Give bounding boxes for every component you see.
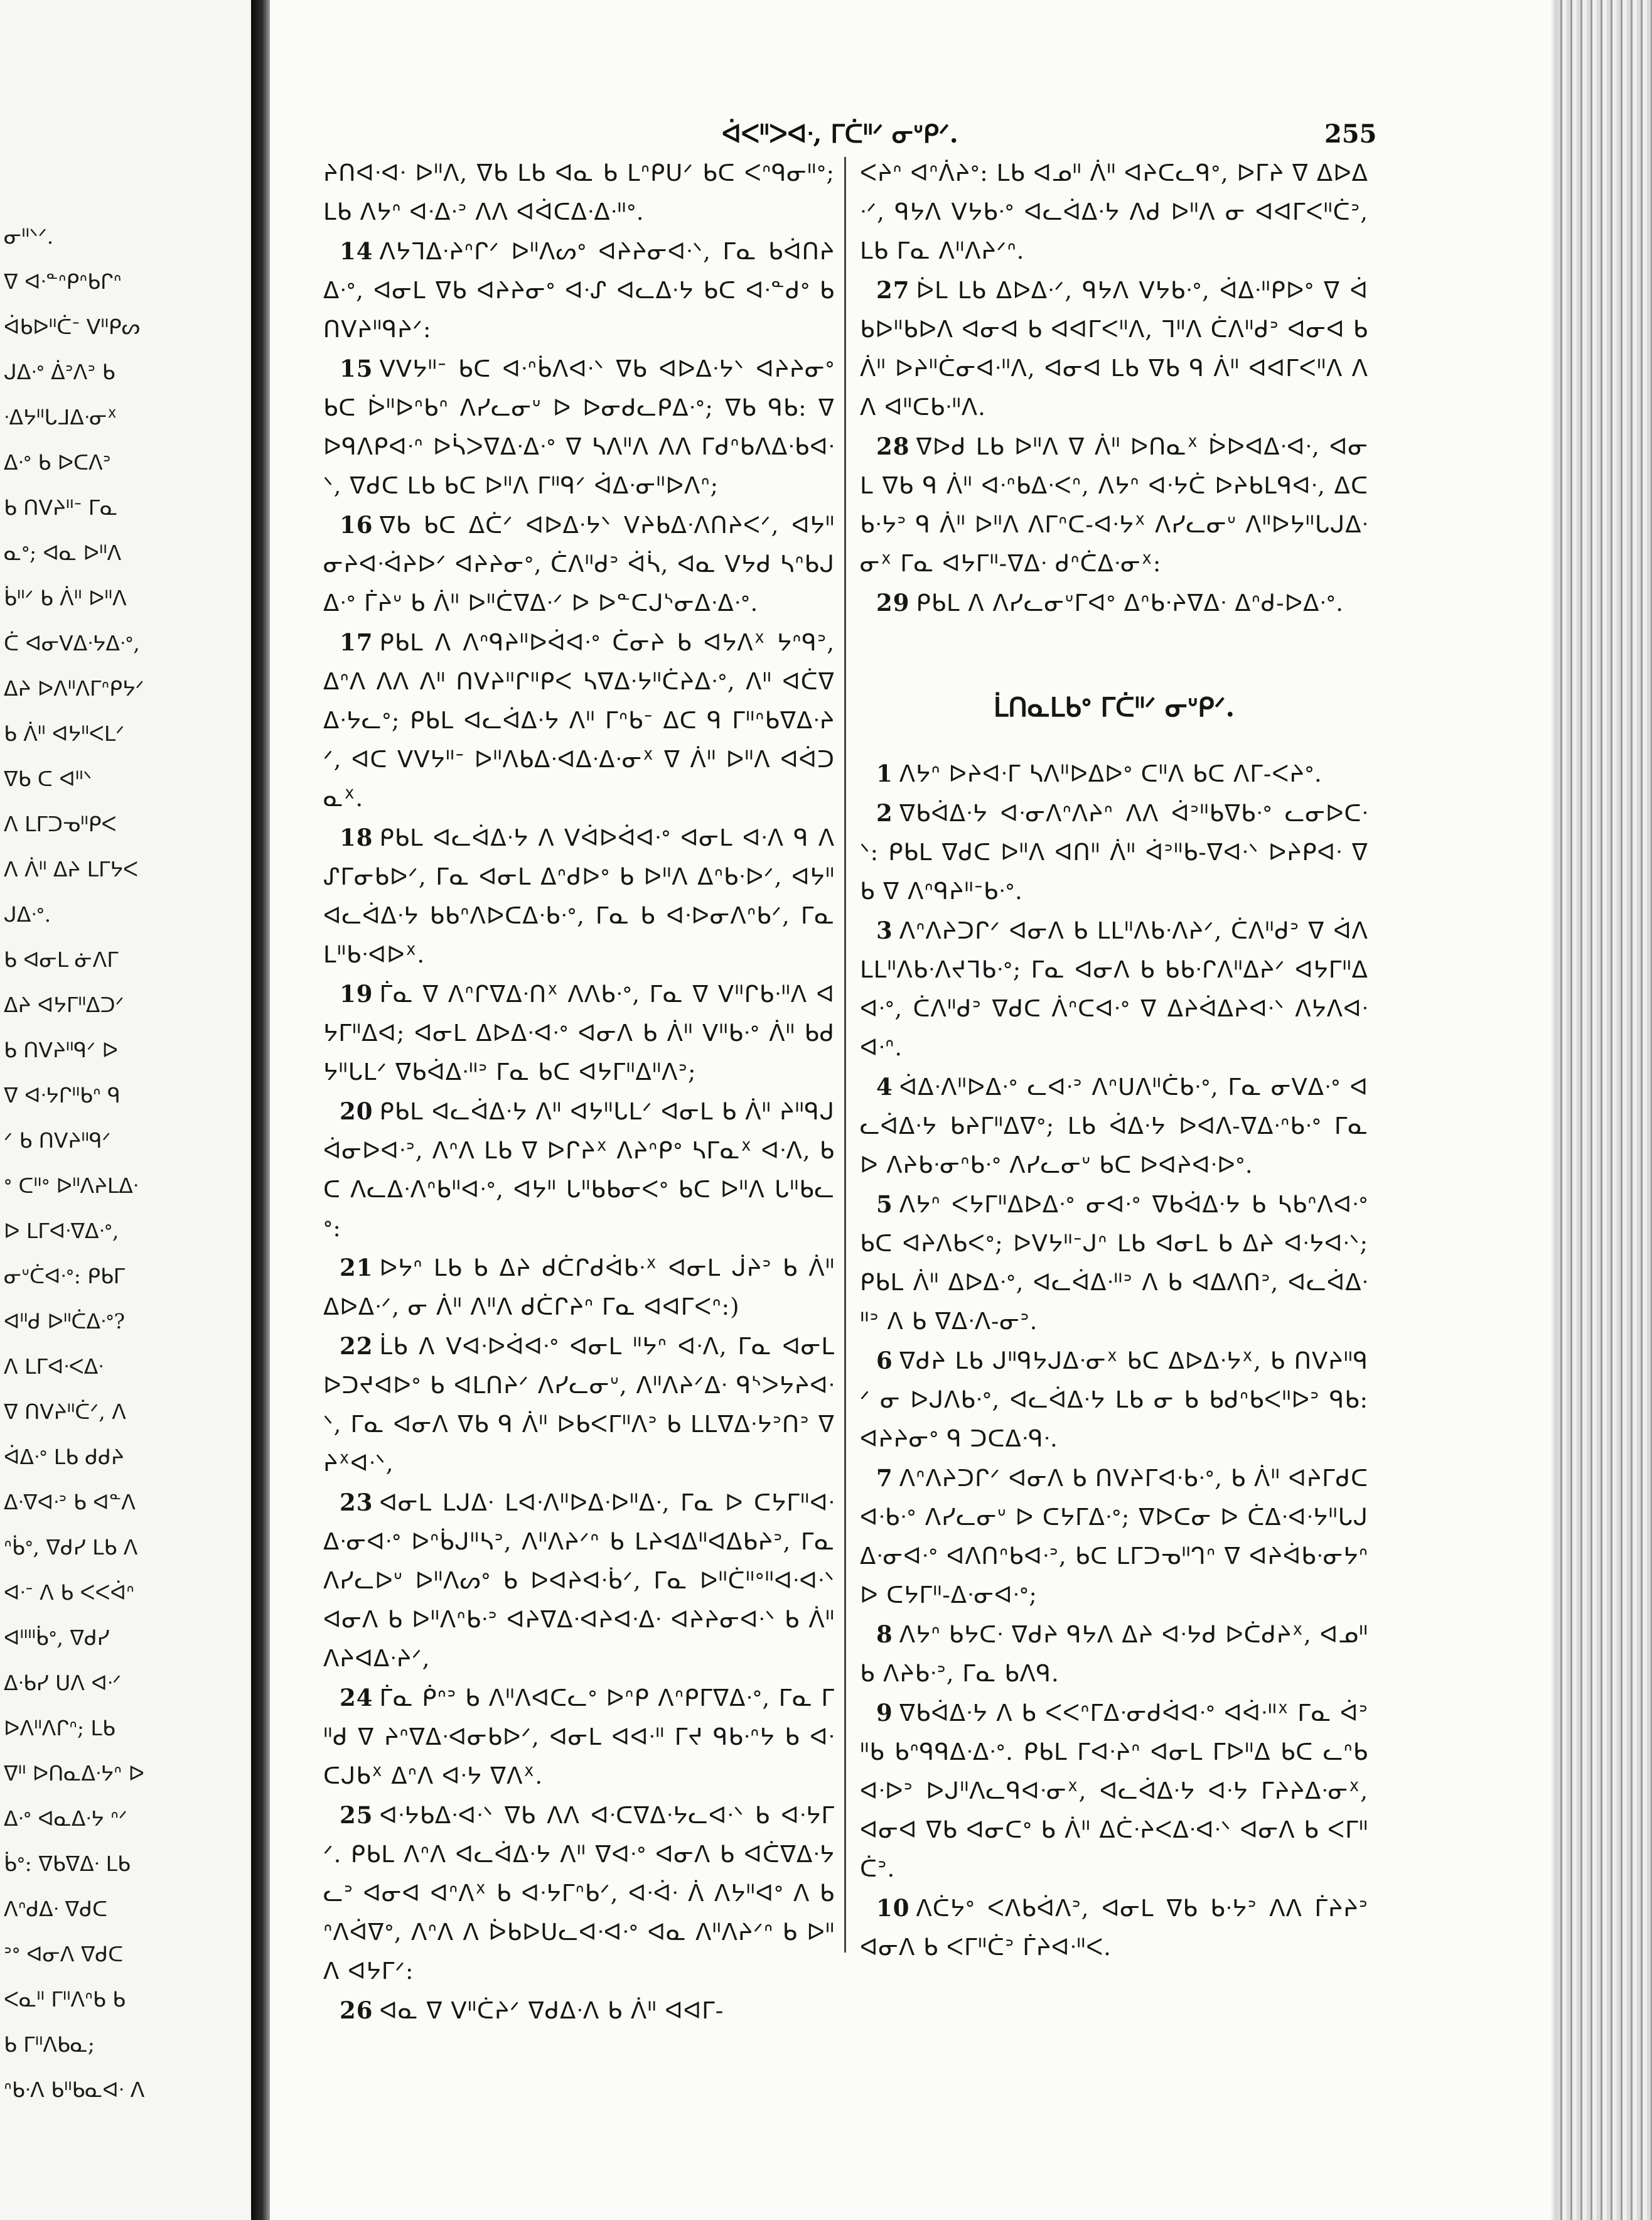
verse: [323, 623, 835, 818]
verse-text: ᐁᑯᔨ ᒪᑲ ᒍᐦᑫᔭᒍᐃᐧᓂᕽ ᑲᑕ ᐃᐅᐃᐧᔭᕽ, ᑲ ᑎᐯᔨᐦᑫᐟ ᓂ ᐅᒍᐱᑲᐧᐤ, ᐊᓚᐋᐃᐧᔭ ᒪᑲ ᓂ ᑲ ᑲᑯᐢᑲᐸᐦᐅᐣ ᑫᑲ: ᐊᔨᔨᓂᐤ ᑫ ᑐᑕᐃᐧᑫᐧ.: [860, 1347, 1368, 1452]
verse-text: ᐊᓇ ᐁ ᐯᐦᑖᔨᐟ ᐁᑯᐃᐧᐱ ᑲ ᐲᐦ ᐊᐊᒥ-: [379, 1997, 724, 2024]
verse-number: 24: [340, 1684, 373, 1711]
left-page-line: ᑖ ᐊᓂᐯᐃᐧᔭᐃᐧᐤ,: [4, 631, 140, 655]
verse: [860, 1185, 1368, 1341]
left-page-line: ᐃᔨ ᐊᔭᒥᐦᐃᑐᐟ: [4, 993, 124, 1017]
verse-number: 29: [876, 589, 910, 617]
verse: [323, 505, 835, 623]
verse-text: ᐱᔭᐢ ᐅᔨᐊᐧᒥ ᓴᐱᐦᐅᐃᐅᐤ ᑕᐦᐱ ᑲᑕ ᐱᒥ-ᐸᔨᐤ.: [899, 760, 1322, 787]
verse-number: 16: [340, 511, 373, 539]
verse: [860, 1341, 1368, 1458]
verse: [323, 1483, 835, 1678]
verse-text: ᑭᑲᒪ ᐱ ᐱᐢᑫᔨᐦᐅᐋᐊᐧᐤ ᑖᓂᔨ ᑲ ᐊᔭᐱᕽ ᔭᐢᑫᐣ, ᐃᐢᐱ ᐱᐱ ᐱᐦ ᑎᐯᔨᐦᒋᐦᑭᐸ ᓴᐁᐃᐧᔭᐦᑖᔨᐃᐧᐤ, ᐱᐦ ᐊᑖᐁᐃᐧᔭᓚᐤ; ᑭᑲᒪ ᐊᓚᐋᐃᐧᔭ ᐱᐦ ᒥᐢᑲᐨ ᐃᑕ ᑫ ᒥᐦᐢᑲᐁᐃᐧᔨᐟ, ᐊᑕ ᐯᐯᔭᐦᐨ ᐅᐦᐱᑲᐃᐧᐊᐃᐧᐃᐧᓂᕽ ᐁ ᐲᐦ ᐅᐦᐱ ᐊᐋᑐᓇᕽ.: [323, 629, 835, 812]
verse: [323, 1678, 835, 1796]
verse-number: 19: [340, 980, 373, 1008]
verse-number: 14: [340, 237, 373, 265]
left-page-line: ᐁᐦ ᐅᑎᓇᐃᐧᔭᐢ ᐅ: [4, 1761, 144, 1786]
verse: [323, 1327, 835, 1483]
verse-number: 23: [340, 1489, 373, 1516]
verse-text: ᐁᐅᑯ ᒪᑲ ᐅᐦᐱ ᐁ ᐲᐦ ᐅᑎᓇᕽ ᐆᐅᐊᐃᐧᐊᐧ, ᐊᓂᒪ ᐁᑲ ᑫ ᐲᐦ ᐊᐧᐢᑲᐃᐧᐸᐢ, ᐱᔭᐢ ᐊᐧᔭᑖ ᐅᔨᑲᒪᑫᐊᐧ, ᐃᑕ ᑲᐧᔭᐣ ᑫ ᐲᐦ ᐅᐦᐱ ᐱᒥᐢᑕ-ᐊᐧᔭᕽ ᐱᓯᓚᓂᐡ ᐱᐦᐅᔭᐦᒐᒍᐃᐧᓂᕽ ᒥᓇ ᐊᔭᒥᐦ-ᐁᐃᐧ ᑯᐢᑖᐃᐧᓂᕽ:: [860, 433, 1368, 577]
verse-text: ᒦᓇ ᐁ ᐱᐢᒋᐁᐃᐧᑎᕽ ᐱᐱᑲᐧᐤ, ᒥᓇ ᐁ ᐯᐦᒋᑲᐧᐦᐱ ᐊᔭᒥᐦᐃᐊ; ᐊᓂᒪ ᐃᐅᐃᐧᐊᐧᐤ ᐊᓂᐱ ᑲ ᐲᐦ ᐯᐦᑲᐧᐤ ᐲᐦ ᑲᑯᔭᐦᒐᒪᐟ ᐁᑲᐋᐃᐧᐦᐣ ᒥᓇ ᑲᑕ ᐊᔭᒥᐦᐃᐦᐱᐣ;: [323, 981, 835, 1086]
left-page-line: ᐣᐤ ᐊᓂᐱ ᐁᑯᑕ: [4, 1942, 124, 1966]
left-page-line: ᑲ ᑎᐯᔨᐦᑫᐟ ᐅ: [4, 1038, 118, 1062]
verse-number: 10: [876, 1894, 910, 1922]
verse-number: 3: [876, 917, 893, 944]
verse-text: ᐁᑲᐋᐃᐧᔭ ᐊᐧᓂᐱᐢᐱᔨᐢ ᐱᐱ ᐋᐣᐦᑲᐁᑲᐧᐤ ᓚᓂᐅᑕᐧᐠ: ᑭᑲᒪ ᐁᑯᑕ ᐅᐦᐱ ᐊᑎᐦ ᐲᐦ ᐋᐣᐦᑲ-ᐁᐊᐧᐠ ᐅᔨᑭᐊᐧ ᐁᑲ ᐁ ᐱᐢᑫᔨᐦᐨᑲᐧᐤ.: [860, 800, 1368, 905]
verse-number: 1: [876, 760, 893, 787]
left-page-line: ᐱ ᐲᐦ ᐃᔨ ᒪᒥᔭᐸ: [4, 857, 139, 881]
verse: [323, 1248, 835, 1327]
verse: [860, 1889, 1368, 1967]
left-page-line: ᑲ ᑎᐯᔨᐦᐨ ᒥᓇ: [4, 495, 118, 520]
verse-text: ᐁᑲᐋᐃᐧᔭ ᐱ ᑲ ᐸᐸᐢᒥᐃᐧᓂᑯᐋᐊᐧᐤ ᐊᐋᐧᐦᕽ ᒥᓇ ᐋᐣᐦᑲ ᑲᐢᑫᑫᐃᐧᐃᐧᐤ. ᑭᑲᒪ ᒥᐊᐧᔨᐢ ᐊᓂᒪ ᒥᐅᐦᐃ ᑲᑕ ᓚᐢᑲᐊᐧᐅᐣ ᐅᒍᐦᐱᓚᑫᐊᐧᓂᕽ, ᐊᓚᐋᐃᐧᔭ ᐊᐧᔭ ᒥᔨᔨᐃᐧᓂᕽ, ᐊᓂᐊ ᐁᑲ ᐊᓂᑕᐤ ᑲ ᐲᐦ ᐃᑖᐧᔨᐸᐃᐧᐊᐧᐠ ᐊᓂᐱ ᑲ ᐸᒥᐦᑖᐣ.: [860, 1700, 1368, 1882]
left-page-line: ᐟ ᑲ ᑎᐯᔨᐦᑫᐟ: [4, 1128, 111, 1153]
left-page-line: ᐸᓇᐦ ᒥᐦᐱᐢᑲ ᑲ: [4, 1987, 126, 2012]
verse-number: 9: [876, 1699, 893, 1727]
left-page-line: ᐤ ᑕᐦᐤ ᐅᐦᐱᔨᒪᐃᐧ: [4, 1173, 139, 1198]
text-column-left: [323, 154, 835, 2157]
left-page-line: ᑳᐦᐟ ᑲ ᐲᐦ ᐅᐦᐱ: [4, 586, 127, 610]
verse: [860, 427, 1368, 583]
verse-text: ᐱᑖᔭᐤ ᐸᐱᑲᐋᐱᐣ, ᐊᓂᒪ ᐁᑲ ᑲᐧᔭᐣ ᐱᐱ ᒦᔨᔨᐣ ᐊᓂᐱ ᑲ ᐸᒥᐦᑖᐣ ᒦᔨᐊᐧᐦᐸ.: [860, 1895, 1368, 1961]
left-page-line: ᐢᑲᐧᐱ ᑲᐦᑲᓇᐊᐧ ᐱ: [4, 2077, 145, 2102]
verse-number: 27: [876, 276, 910, 304]
verse: [323, 349, 835, 505]
verse-number: 26: [340, 1996, 373, 2024]
verse-text: ᑭᑲᒪ ᐊᓚᐋᐃᐧᔭ ᐱ ᐯᐋᐅᐋᐊᐧᐤ ᐊᓂᒪ ᐊᐧᐱ ᑫ ᐱᔑᒥᓂᑲᐅᐟ, ᒥᓇ ᐊᓂᒪ ᐃᐢᑯᐅᐤ ᑲ ᐅᐦᐱ ᐃᐢᑲᐧᐅᐟ, ᐊᔭᐦ ᐊᓚᐋᐃᐧᔭ ᑲᑲᐢᐱᐅᑕᐃᐧᑲᐧᐤ, ᒥᓇ ᑲ ᐊᐧᐅᓂᐱᐢᑲᐟ, ᒥᓇ ᒪᐦᑲᐧᐊᐅᕽ.: [323, 824, 835, 968]
verse: [323, 818, 835, 974]
verse-text: ᐊᐧᔭᑲᐃᐧᐊᐧᐠ ᐁᑲ ᐱᐱ ᐊᐧᑕᐁᐃᐧᔭᓚᐊᐧᐠ ᑲ ᐊᐧᔭᒥᐟ. ᑭᑲᒪ ᐱᐢᐱ ᐊᓚᐋᐃᐧᔭ ᐱᐦ ᐁᐊᐧᐤ ᐊᓂᐱ ᑲ ᐊᑖᐁᐃᐧᔭᓚᐣ ᐊᓂᐊ ᐊᐢᐱᕽ ᑲ ᐊᐧᔭᒥᐢᑲᐟ, ᐊᐧᐋᐧ ᐲ ᐱᔭᐦᐊᐤ ᐱ ᑲ ᐢᐱᐋᐁᐤ, ᐱᐢᐱ ᐱ ᐆᑲᐅᑌᓚᐊᐧᐊᐧᐤ ᐊᓇ ᐱᐦᐱᔨᐟᐢ ᑲ ᐅᐦᐱ ᐊᔭᒥᐟ:: [323, 1802, 835, 1985]
verse-number: 17: [340, 628, 373, 656]
left-page-line: ᐱ ᒪᒥᑐᓀᐦᑭᐸ: [4, 812, 117, 836]
verse-text: ᐱᔭᒣᐃᐧᔨᐢᒋᐟ ᐅᐦᐱᔕᐤ ᐊᔨᔨᓂᐊᐧᐠ, ᒥᓇ ᑲᐋᑎᔨᐃᐧᐤ, ᐊᓂᒪ ᐁᑲ ᐊᔨᔨᓂᐤ ᐊᐧᔑ ᐊᓚᐃᐧᔭ ᑲᑕ ᐊᐧᓐᑯᐤ ᑲ ᑎᐯᔨᐦᑫᔨᐟ:: [323, 238, 835, 343]
running-title: ᐋᐸᐦᐳᐊᐧ, ᒥᑖᐦᐟ ᓂᐡᑭᐟ.: [722, 119, 958, 149]
verse-text: ᒦᓇ ᑮᐢᐣ ᑲ ᐱᐦᐱᐊᑕᓚᐤ ᐅᐢᑭ ᐱᐢᑭᒥᐁᐃᐧᐤ, ᒥᓇ ᒥᐦᑯ ᐁ ᔨᐢᐁᐃᐧᐊᓂᑲᐅᐟ, ᐊᓂᒪ ᐊᐊᐧᐦ ᒥᔪ ᑫᑲᐧᐢᔭ ᑲ ᐊᐧᑕᒍᑲᕽ ᐃᐢᐱ ᐊᐧᔭ ᐁᐱᕽ.: [323, 1684, 835, 1789]
left-page-line: ᐃᐧᐤ ᑲ ᐅᑕᐱᐣ: [4, 450, 111, 475]
left-page-line: ᒍᐃᐧᐤ.: [4, 902, 51, 927]
verse-text: ᐋᐃᐧᐱᐦᐅᐃᐧᐤ ᓚᐊᐧᐣ ᐱᐢᑌᐱᐦᑖᑲᐧᐤ, ᒥᓇ ᓂᐯᐃᐧᐤ ᐊᓚᐋᐃᐧᔭ ᑲᔨᒥᐦᐃᐁᐤ; ᒪᑲ ᐋᐃᐧᔭ ᐅᐊᐱ-ᐁᐃᐧᐢᑲᐧᐤ ᒥᓇ ᐅ ᐱᔨᑲᐧᓂᐢᑲᐧᐤ ᐱᓯᓚᓂᐡ ᑲᑕ ᐅᐊᔨᐊᐧᐅᐤ.: [860, 1074, 1368, 1178]
verse: [323, 974, 835, 1092]
verse-text: ᑭᑲᒪ ᐱ ᐱᓯᓚᓂᐡᒥᐊᐤ ᐃᐢᑲᐧᔨᐁᐃᐧ ᐃᐢᑯ-ᐅᐃᐧᐤ.: [916, 590, 1344, 617]
left-page-line: ᐃᔨ ᐅᐱᐦᐱᒥᐢᑭᔭᐟ: [4, 676, 144, 701]
verse-text: ᐅᔭᐢ ᒪᑲ ᑲ ᐃᔨ ᑯᑖᒋᑯᐋᑲᐧᕽ ᐊᓂᒪ ᒎᔨᐣ ᑲ ᐲᐦ ᐃᐅᐃᐧᐟ, ᓂ ᐲᐦ ᐱᐦᐱ ᑯᑖᒋᔨᐢ ᒥᓇ ᐊᐊᒥᐸᐢ:): [323, 1254, 835, 1320]
verse-number: 28: [876, 433, 910, 460]
verse: [860, 154, 1368, 271]
left-page-line: ᐃᐧᐤ ᐊᓇᐃᐧᔭ ᐢᐟ: [4, 1806, 127, 1831]
verse-text: ᐆᒪ ᒪᑲ ᐃᐅᐃᐧᐟ, ᑫᔭᐱ ᐯᔭᑲᐧᐤ, ᐋᐃᐧᐦᑭᐅᐤ ᐁ ᐋᑲᐅᐦᑲᐅᐱ ᐊᓂᐊ ᑲ ᐊᐊᒥᐸᐦᐱ, ᒣᐦᐱ ᑖᐱᐦᑯᐣ ᐊᓂᐊ ᑲ ᐲᐦ ᐅᔨᐦᑖᓂᐊᐧᐦᐱ, ᐊᓂᐊ ᒪᑲ ᐁᑲ ᑫ ᐲᐦ ᐊᐊᒥᐸᐦᐱ ᐱᐱ ᐊᐦᑕᑲᐧᐦᐱ.: [860, 277, 1368, 421]
left-page-line: ᐃᐧᑲᓯ ᑌᐱ ᐊᐧᐟ: [4, 1671, 122, 1695]
left-page-line: ᐧᐃᔭᐦᒐᒧᐃᐧᓂᕽ: [4, 405, 117, 429]
verse: [860, 1693, 1368, 1889]
verse-text: ᐊᓂᒪ ᒪᒍᐃᐧ ᒪᐊᐧᐱᐦᐅᐃᐧᐅᐦᐃᐧ, ᒥᓇ ᐅ ᑕᔭᒥᐦᐊᐧᐃᐧᓂᐊᐧᐤ ᐅᐢᑳᒍᐦᓴᐣ, ᐱᐦᐱᔨᐟᐢ ᑲ ᒪᔨᐊᐃᐦᐊᐃᑲᔨᐣ, ᒥᓇ ᐱᓯᓚᐅᐡ ᐅᐦᐱᔕᐤ ᑲ ᐅᐊᔨᐊᐧᑳᐟ, ᒥᓇ ᐅᐦᑖᐦᐤᐦᐊᐧᐊᐧᐠ ᐊᓂᐱ ᑲ ᐅᐦᐱᐢᑲᐧᐣ ᐊᔨᐁᐃᐧᐊᔨᐊᐧᐃᐧ ᐊᔨᔨᓂᐊᐧᐠ ᑲ ᐲᐦ ᐱᔨᐊᐃᐧᔨᐟ,: [323, 1489, 835, 1672]
verse: [860, 1067, 1368, 1185]
left-page-line: ᐢᑳᐤ, ᐁᑯᓯ ᒪᑲ ᐱ: [4, 1535, 138, 1560]
verse-number: 21: [340, 1254, 373, 1281]
verse: [323, 1796, 835, 1991]
left-page-line: ᓇᐤ; ᐊᓇ ᐅᐦᐱ: [4, 541, 122, 565]
verse-number: 5: [876, 1190, 893, 1218]
verse: [860, 1615, 1368, 1693]
verse-text: ᐸᔨᐢ ᐊᐢᐲᔨᐤ: ᒪᑲ ᐊᓄᐦ ᐲᐦ ᐊᔨᑕᓚᑫᐤ, ᐅᒥᔨ ᐁ ᐃᐅᐃᐧᐟ, ᑫᔭᐱ ᐯᔭᑲᐧᐤ ᐊᓚᐋᐃᐧᔭ ᐱᑯ ᐅᐦᐱ ᓂ ᐊᐊᒥᐸᐦᑖᐣ, ᒪᑲ ᒥᓇ ᐱᐦᐱᔨᐟᐢ.: [860, 159, 1368, 264]
left-page-line: ᑲ ᐲᐦ ᐊᔭᐦᐸᒪᐟ: [4, 721, 125, 746]
verse: [860, 754, 1368, 794]
verse-number: 2: [876, 799, 893, 827]
left-page-line: ᑲ ᐊᓂᒪ ᓃᐱᒥ: [4, 947, 119, 972]
verse-number: 4: [876, 1073, 893, 1101]
verse: [860, 911, 1368, 1067]
text-column-right: [860, 154, 1368, 2157]
verse: [860, 794, 1368, 911]
verse: [860, 583, 1368, 623]
verse: [860, 271, 1368, 427]
left-page-line: ᐁᑲ ᑕ ᐊᐦᐠ: [4, 767, 92, 791]
left-page-line: ᓂᐡᑖᐊᐧᐤ: ᑭᑲᒥ: [4, 1264, 126, 1288]
left-page-line: ᐋᐃᐧᐤ ᒪᑲ ᑯᑯᔨ: [4, 1445, 124, 1469]
left-page-line: ᒍᐃᐧᐤ ᐄᐣᐱᐣ ᑲ: [4, 360, 115, 384]
left-page-line: ᑲ ᒥᐦᐱᑲᓇ;: [4, 2032, 95, 2057]
verse-text: ᐱᐢᐱᔨᑐᒋᐟ ᐊᓂᐱ ᑲ ᒪᒪᐦᐱᑲᐧᐱᔨᐟ, ᑖᐱᐦᑯᐣ ᐁ ᐋᐱ ᒪᒪᐦᐱᑲᐧᐱᔪᒣᑲᐧᐤ; ᒥᓇ ᐊᓂᐱ ᑲ ᑲᑲᐧᒋᐱᐦᐃᔨᐟ ᐊᔭᒥᐦᐃᐊᐧᐤ, ᑖᐱᐦᑯᐣ ᐁᑯᑕ ᐲᐢᑕᐊᐧᐤ ᐁ ᐃᔨᐋᐃᔨᐊᐧᐠ ᐱᔭᐱᐊᐧᐊᐧᐢ.: [860, 917, 1368, 1061]
left-page-line: ᐅ ᒪᒥᐊᐧᐁᐃᐧᐤ,: [4, 1219, 119, 1243]
left-page-line: ᐁ ᐊᐧᓐᐢᑭᐢᑲᒋᐢ: [4, 269, 122, 294]
left-page-line: ᐅᐱᐦᐱᒋᐢ; ᒪᑲ: [4, 1716, 115, 1740]
verse-number: 20: [340, 1097, 373, 1125]
verse-text: ᐱᔭᐢ ᐸᔭᒥᐦᐃᐅᐃᐧᐤ ᓂᐊᐧᐤ ᐁᑲᐋᐃᐧᔭ ᑲ ᓴᑲᐢᐱᐊᐧᐤ ᑲᑕ ᐊᔨᐱᑲᐸᐤ; ᐅᐯᔭᐦᐨᒍᐢ ᒪᑲ ᐊᓂᒪ ᑲ ᐃᔨ ᐊᐧᔭᐊᐧᐠ; ᑭᑲᒪ ᐲᐦ ᐃᐅᐃᐧᐤ, ᐊᓚᐋᐃᐧᐦᐣ ᐱ ᑲ ᐊᐃᐱᑎᐣ, ᐊᓚᐋᐃᐧᐦᐣ ᐱ ᑲ ᐁᐃᐧᐱ-ᓂᐣ.: [860, 1191, 1368, 1335]
verse: [323, 1991, 835, 2030]
left-page-line: ᑳᐤ: ᐁᑲᐁᐃᐧ ᒪᑲ: [4, 1851, 131, 1876]
verse-text: ᑭᑲᒪ ᐊᓚᐋᐃᐧᔭ ᐱᐦ ᐊᔭᐦᒐᒪᐟ ᐊᓂᒪ ᑲ ᐲᐦ ᔨᐦᑫᒍᐋᓂᐅᐊᐧᐣ, ᐱᐢᐱ ᒪᑲ ᐁ ᐅᒋᔨᕽ ᐱᔨᐢᑭᐤ ᓴᒥᓇᕽ ᐊᐧᐱ, ᑲᑕ ᐱᓚᐃᐧᐱᐢᑲᐦᐊᐧᐤ, ᐊᔭᐦ ᒐᐦᑲᑲᓂᐸᐤ ᑲᑕ ᐅᐦᐱ ᒐᐦᑲᓚᐤ:: [323, 1098, 835, 1242]
book-gutter: [251, 0, 270, 2220]
book-fore-edge: [1557, 0, 1652, 2220]
column-divider: [844, 157, 846, 1953]
left-page-line: ᐁ ᑎᐯᔨᐦᑖᐟ, ᐱ: [4, 1399, 126, 1424]
verse-number: 22: [340, 1332, 373, 1360]
verse-number: 15: [340, 355, 373, 382]
left-page-edge: [0, 0, 251, 2220]
verse: [323, 154, 835, 232]
verse: [860, 1458, 1368, 1615]
verse-text: ᒫᑲ ᐱ ᐯᐊᐧᐅᐋᐊᐧᐤ ᐊᓂᒪ ᐦᔭᐢ ᐊᐧᐱ, ᒥᓇ ᐊᓂᒪ ᐅᑐᔪᐊᐅᐤ ᑲ ᐊᒪᑎᔨᐟ ᐱᓯᓚᓂᐡ, ᐱᐦᐱᔨᐟᐃᐧ ᑫᔅᐳᔭᔨᐊᐧᐠ, ᒥᓇ ᐊᓂᐱ ᐁᑲ ᑫ ᐲᐦ ᐅᑲᐸᒥᐦᐱᐣ ᑲ ᒪᒪᐁᐃᐧᔭᐣᑎᐣ ᐁᔨᕽᐊᐧᐠ,: [323, 1333, 835, 1477]
left-page-line: ᓂᐦᐠᐟ.: [4, 224, 54, 249]
verse: [323, 232, 835, 349]
left-page-line: ᐃᐧᐁᐊᐧᐣ ᑲ ᐊᓐᐱ: [4, 1490, 136, 1514]
left-page-line: ᐊᐦᐦᑳᐤ, ᐁᑯᓯ: [4, 1625, 110, 1650]
verse-number: 6: [876, 1347, 893, 1374]
left-page-line: ᐱ ᒪᒥᐊᐧᐸᐃᐧ: [4, 1354, 104, 1379]
left-page-line: ᐊᐦᑯ ᐅᐦᑖᐃᐧᐤ?: [4, 1309, 126, 1334]
section-heading: ᒫᑎᓇᒪᑲᐤ ᒥᑖᐦᐟ ᓂᐡᑭᐟ.: [993, 692, 1235, 723]
page-number: 255: [1324, 119, 1377, 149]
verse-number: 7: [876, 1464, 893, 1492]
verse-text: ᐯᐯᔭᐦᐨ ᑲᑕ ᐊᐧᐢᑳᐱᐊᐧᐠ ᐁᑲ ᐊᐅᐃᐧᔭᐠ ᐊᔨᔨᓂᐤ ᑲᑕ ᐆᐦᐅᐢᑲᐢ ᐱᓯᓚᓂᐡ ᐅ ᐅᓂᑯᓚᑭᐃᐧᐤ; ᐁᑲ ᑫᑲ: ᐁ ᐅᑫᐱᑭᐊᐧᐢ ᐅᓵᐳᐁᐃᐧᐃᐧᐤ ᐁ ᓴᐱᐦᐱ ᐱᐱ ᒥᑯᐢᑲᐱᐃᐧᑲᐊᐧᐠ, ᐁᑯᑕ ᒪᑲ ᑲᑕ ᐅᐦᐱ ᒥᐦᑫᐟ ᐋᐃᐧᓂᐦᐅᐱᐢ;: [323, 355, 835, 499]
left-page-line: ᐁ ᐊᐧᔭᒋᐦᑲᐢ ᑫ: [4, 1083, 121, 1107]
verse-text: ᐁᑲ ᑲᑕ ᐃᑖᐟ ᐊᐅᐃᐧᔭᐠ ᐯᔨᑲᐃᐧᐱᑎᔨᐸᐟ, ᐊᔭᐦ ᓂᔨᐊᐧᐋᔨᐅᐟ ᐊᔨᔨᓂᐤ, ᑖᐱᐦᑯᐣ ᐋᓵ, ᐊᓇ ᐯᔭᑯ ᓴᐢᑲᒍᐃᐧᐤ ᒦᔨᐡ ᑲ ᐲᐦ ᐅᐦᑖᐁᐃᐧᐟ ᐅ ᐅᓐᑕᒍᔅᓂᐃᐧᐃᐧᐤ.: [323, 512, 835, 617]
verse-number: 18: [340, 824, 373, 851]
left-page-line: ᐋᑲᐅᐦᑖᐨ ᐯᐦᑭᔕ: [4, 315, 141, 339]
left-page-line: ᐱᐢᑯᐃᐧ ᐁᑯᑕ: [4, 1897, 108, 1921]
verse-text: ᐱᐢᐱᔨᑐᒋᐟ ᐊᓂᐱ ᑲ ᑎᐯᔨᒥᐊᐧᑲᐧᐤ, ᑲ ᐲᐦ ᐊᔨᒥᑯᑕᐊᐧᑲᐧᐤ ᐱᓯᓚᓂᐡ ᐅ ᑕᔭᒥᐃᐧᐤ; ᐁᐅᑕᓂ ᐅ ᑖᐃᐧᐊᐧᔭᐦᒐᒍᐃᐧᓂᐊᐧᐤ ᐊᐱᑎᐢᑲᐊᐧᐣ, ᑲᑕ ᒪᒥᑐᓀᐦᒉᐢ ᐁ ᐊᔨᐋᑲᐧᓂᔭᐢ ᐅ ᑕᔭᒥᐦ-ᐃᐧᓂᐊᐧᐤ;: [860, 1465, 1368, 1608]
verse-text: ᔨᑎᐊᐧᐊᐧ ᐅᐦᐱ, ᐁᑲ ᒪᑲ ᐊᓇ ᑲ ᒪᐢᑭᑌᐟ ᑲᑕ ᐸᐢᑫᓂᐦᐤ; ᒪᑲ ᐱᔭᐢ ᐊᐧᐃᐧᐣ ᐱᐱ ᐊᐋᑕᐃᐧᐃᐧᐦᐤ.: [323, 159, 835, 225]
verse-text: ᐱᔭᐢ ᑲᔭᑕᐧ ᐁᑯᔨ ᑫᔭᐱ ᐃᔨ ᐊᐧᔭᑯ ᐅᑖᑯᔨᕽ, ᐊᓄᐦ ᑲ ᐱᔨᑲᐧᐣ, ᒥᓇ ᑲᐱᑫ.: [860, 1621, 1368, 1687]
verse: [323, 1092, 835, 1248]
left-page-line: ᐊᐧᐨ ᐱ ᑲ ᐸᐸᐋᐢ: [4, 1580, 134, 1605]
verse-number: 25: [340, 1801, 373, 1829]
verse-number: 8: [876, 1620, 893, 1648]
